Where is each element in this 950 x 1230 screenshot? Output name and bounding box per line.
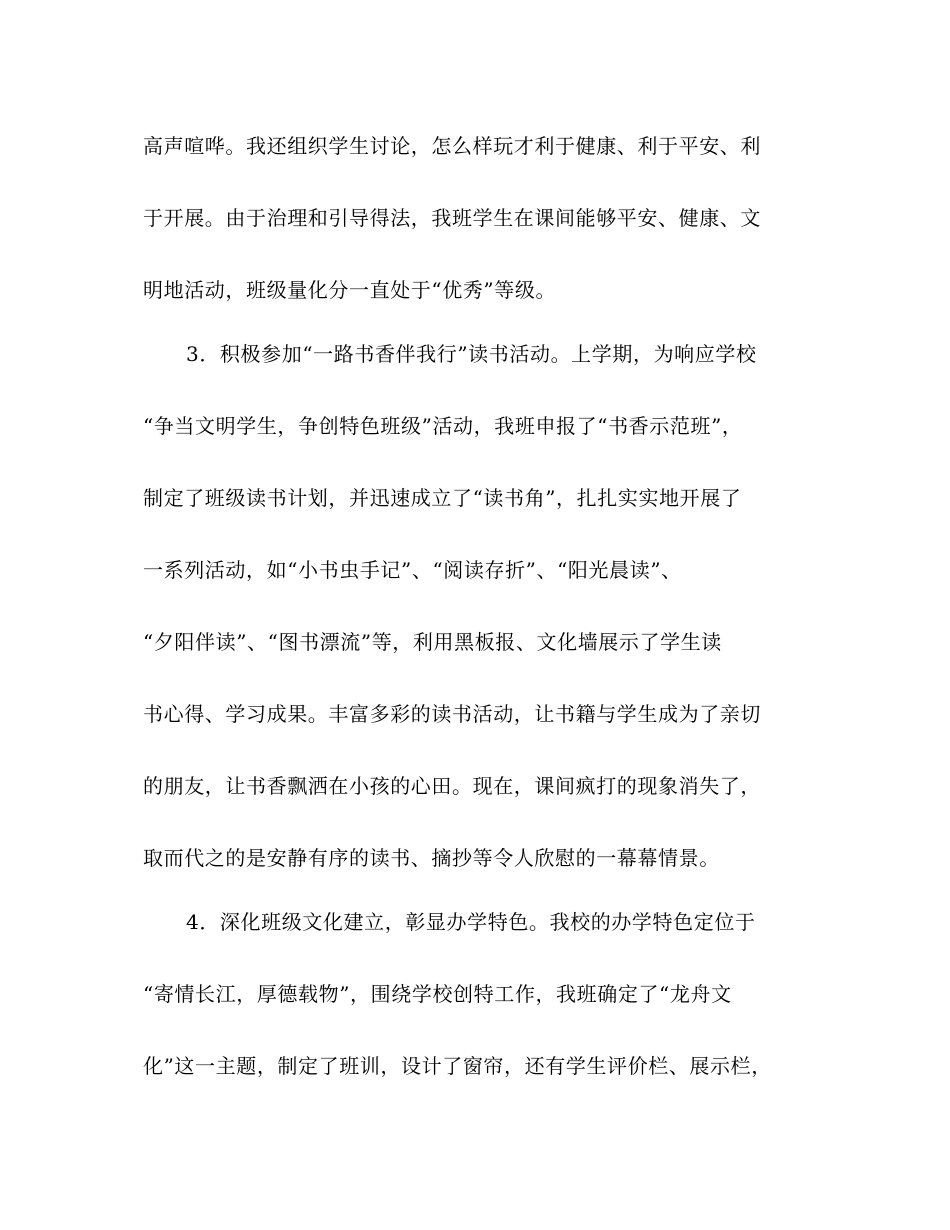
paragraph-line: 取而代之的是安静有序的读书、摘抄等令人欣慰的一幕幕情景。 xyxy=(143,846,720,870)
paragraph-line: 3．积极参加“一路书香伴我行”读书活动。上学期，为响应学校 xyxy=(186,342,757,366)
paragraph-line: 书心得、学习成果。丰富多彩的读书活动，让书籍与学生成为了亲切 xyxy=(143,702,761,726)
paragraph-line: 制定了班级读书计划，并迅速成立了“读书角”，扎扎实实地开展了 xyxy=(143,486,742,510)
paragraph-line: “寄情长江，厚德载物”，围绕学校创特工作，我班确定了“龙舟文 xyxy=(143,982,732,1006)
paragraph-line: “争当文明学生，争创特色班级”活动，我班申报了“书香示范班”， xyxy=(143,414,743,438)
paragraph-line: 的朋友，让书香飘洒在小孩的心田。现在，课间疯打的现象消失了， xyxy=(143,774,761,798)
paragraph-line: 一系列活动，如“小书虫手记”、“阅读存折”、“阳光晨读”、 xyxy=(143,558,682,582)
paragraph-line: 高声喧哗。我还组织学生讨论，怎么样玩才利于健康、利于平安、利 xyxy=(143,134,761,158)
paragraph-line: 明地活动，班级量化分一直处于“优秀”等级。 xyxy=(143,278,557,302)
paragraph-line: 化”这一主题，制定了班训，设计了窗帘，还有学生评价栏、展示栏， xyxy=(143,1054,772,1078)
paragraph-line: 4．深化班级文化建立，彰显办学特色。我校的办学特色定位于 xyxy=(186,910,756,934)
paragraph-line: 于开展。由于治理和引导得法，我班学生在课间能够平安、健康、文 xyxy=(143,206,761,230)
paragraph-line: “夕阳伴读”、“图书漂流”等，利用黑板报、文化墙展示了学生读 xyxy=(143,630,722,654)
